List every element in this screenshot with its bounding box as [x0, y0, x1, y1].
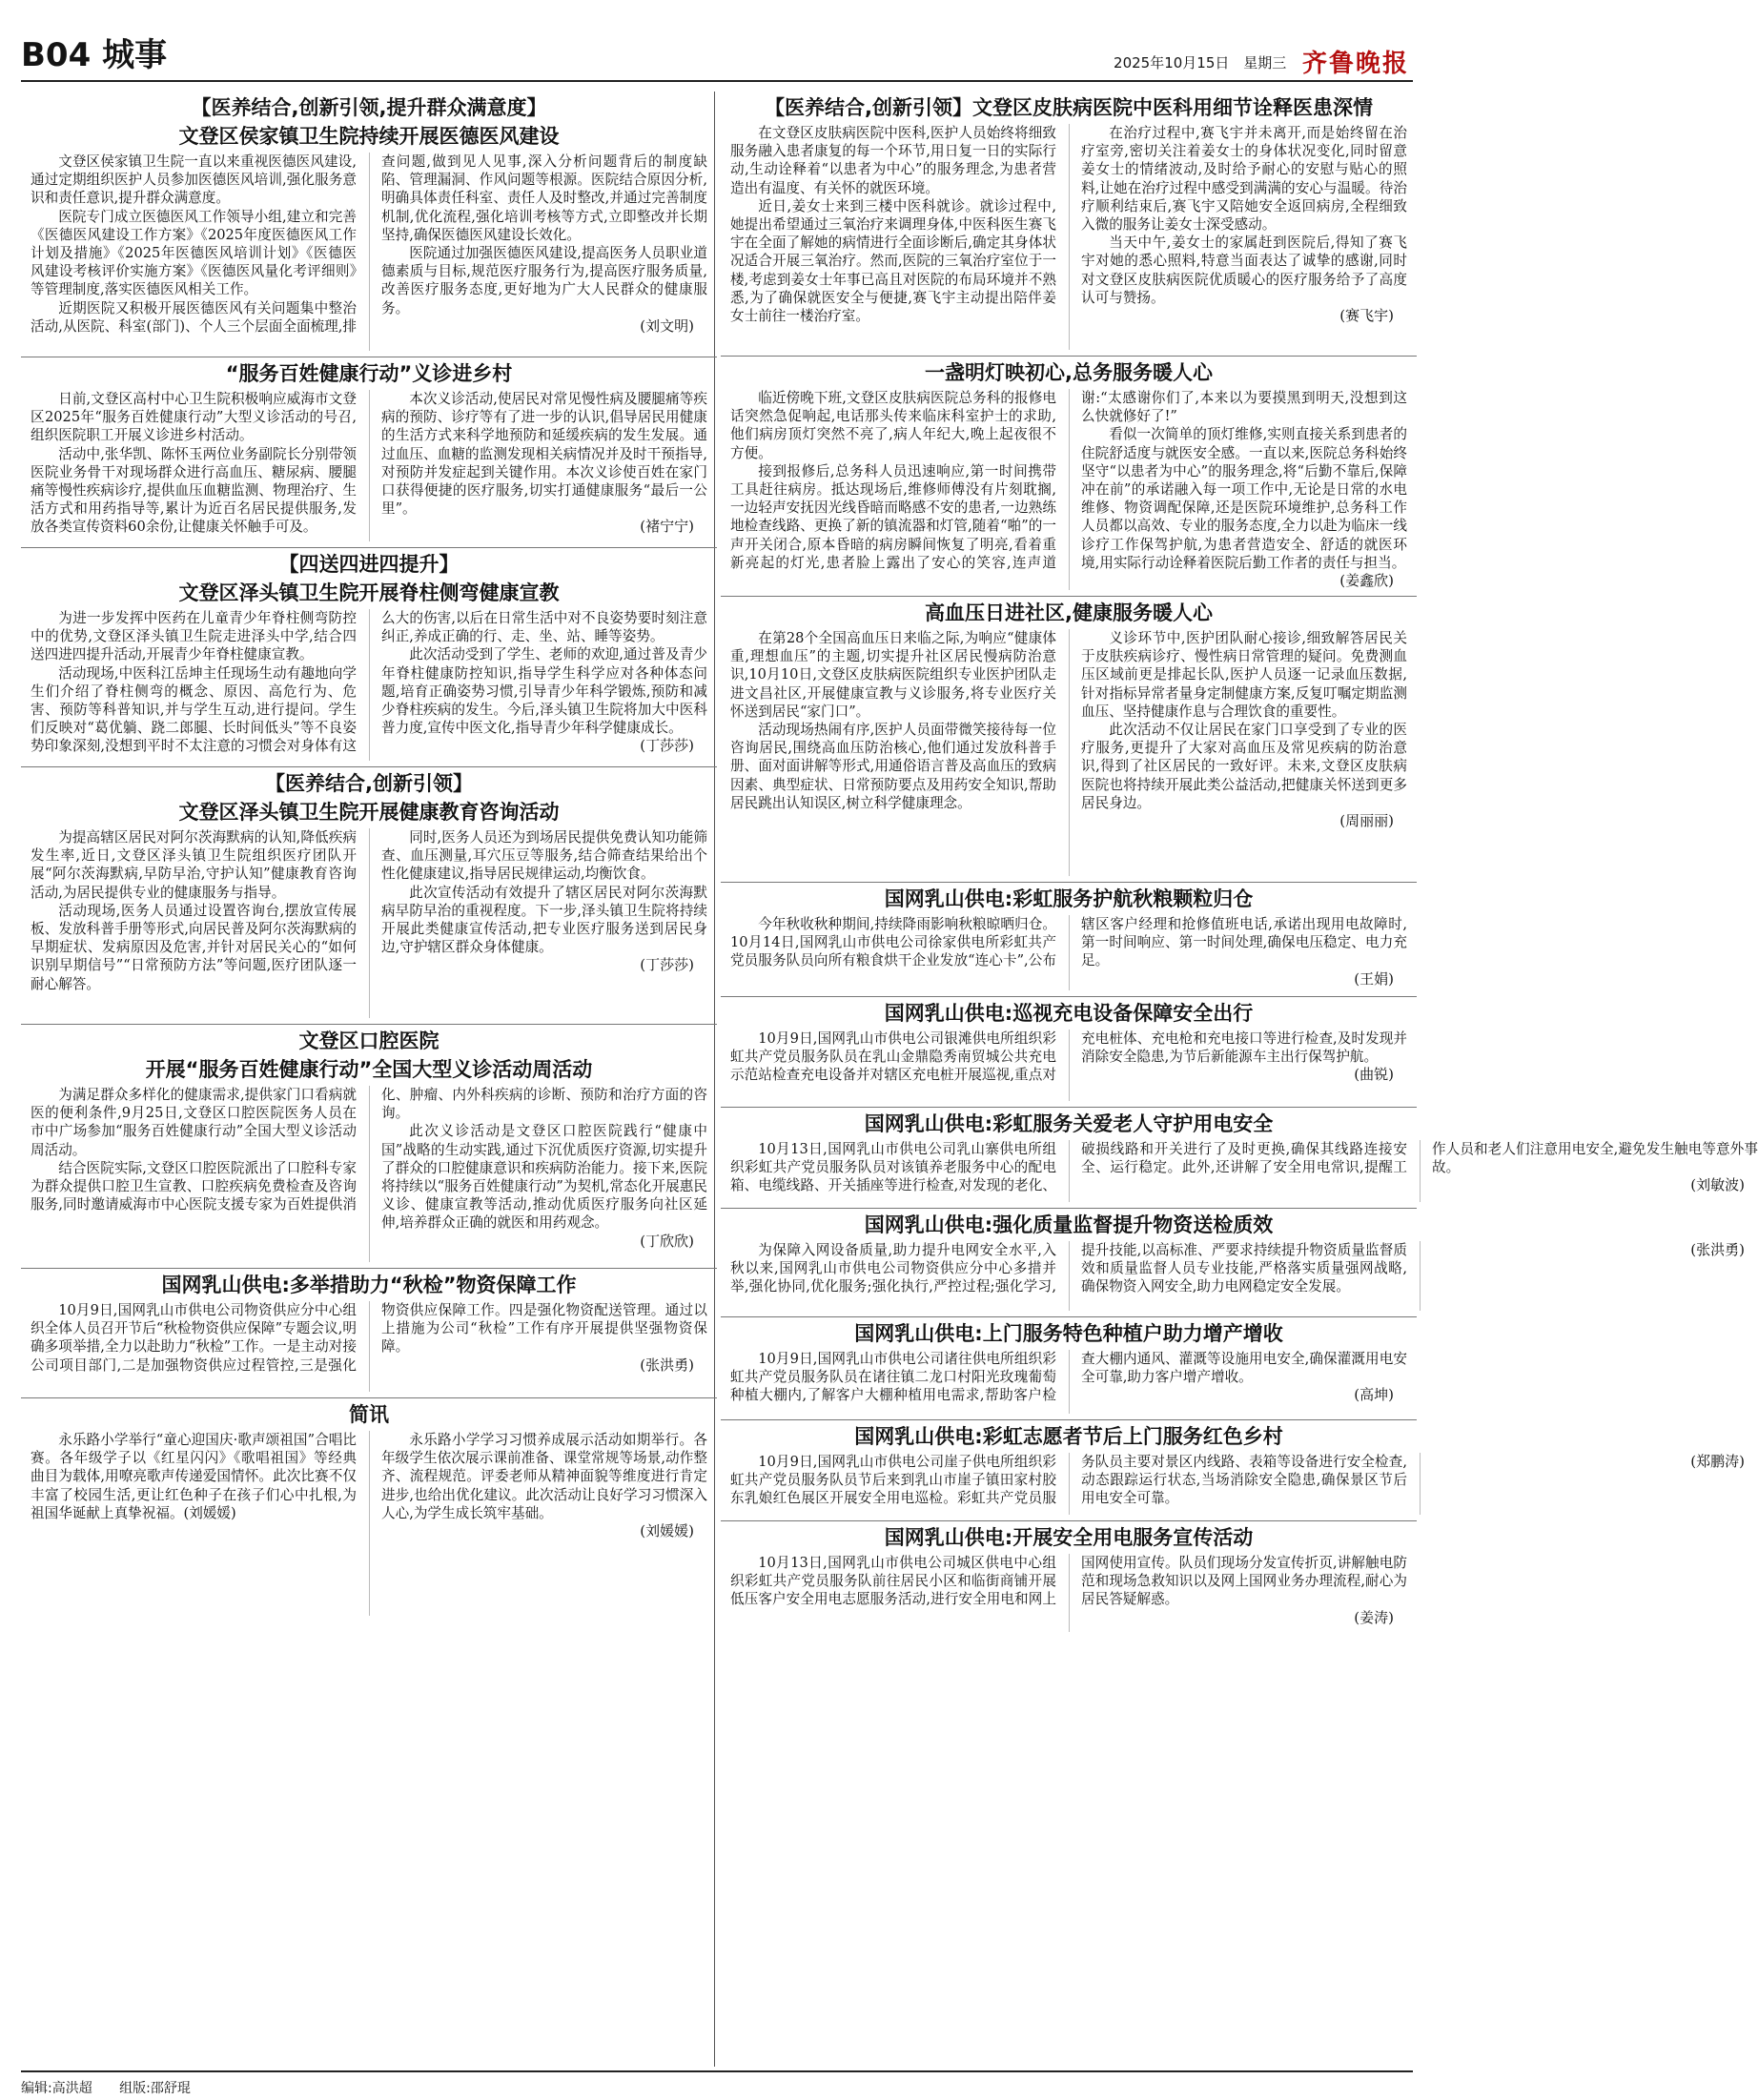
paragraph: 文登区侯家镇卫生院一直以来重视医德医风建设,通过定期组织医护人员参加医德医风培训,强化服务意识和责任意识,提升群众满意度。: [31, 153, 357, 207]
paragraph: 10月9日,国网乳山市供电公司银滩供电所组织彩虹共产党员服务队员在乳山金鼎隐秀南贸城公共充电示范站检查充电设备并对辖区充电桩开展巡视,重点对充电桩体、充电枪和充电接口等进行检查,及时发现并消除安全隐患,为节后新能源车主出行保驾护航。: [730, 1030, 1407, 1084]
paragraph: 为进一步发挥中医药在儿童青少年脊柱侧弯防控中的优势,文登区泽头镇卫生院走进泽头中学,结合四送四进四提升活动,开展青少年脊柱健康宣教。: [31, 610, 357, 663]
byline: (张洪勇): [640, 1356, 694, 1374]
paragraph: 此次宣传活动有效提升了辖区居民对阿尔茨海默病早防早治的重视程度。下一步,泽头镇卫生院将持续开展此类健康宣传活动,把专业医疗服务送到居民身边,守护辖区群众身体健康。: [381, 884, 707, 956]
headline: [21, 95, 717, 120]
headline-title: 国网乳山供电:上门服务特色种植户助力增产增收: [854, 1322, 1283, 1345]
editor-credit: 编辑:高洪超: [21, 2081, 92, 2096]
paragraph: 10月13日,国网乳山市供电公司城区供电中心组织彩虹共产党员服务队前往居民小区和临街商铺开展低压客户安全用电志愿服务活动,进行安全用电和网上国网使用宣传。队员们现场分发宣传折页,讲解触电防范和现场急救知识以及网上国网业务办理流程,耐心为居民答疑解惑。: [730, 1555, 1407, 1608]
headline-title: 国网乳山供电:巡视充电设备保障安全出行: [884, 1002, 1254, 1025]
left-article-0: [21, 95, 717, 357]
right-article-2: [721, 601, 1417, 883]
headline-title: 文登区皮肤病医院中医科用细节诠释医患深情: [971, 96, 1373, 119]
headline-title: 文登区泽头镇卫生院开展健康教育咨询活动: [178, 801, 560, 824]
paragraph: 今年秋收秋种期间,持续降雨影响秋粮晾晒归仓。10月14日,国网乳山市供电公司徐家供电所彩虹共产党员服务队员向所有粮食烘干企业发放“连心卡”,公布辖区客户经理和抢修值班电话,承诺出现用电故障时,第一时间响应、第一时间处理,确保电压稳定、电力充足。: [730, 916, 1407, 969]
paragraph: 10月9日,国网乳山市供电公司诸往供电所组织彩虹共产党员服务队员在诸往镇二龙口村阳光玫瑰葡萄种植大棚内,了解客户大棚种植用电需求,帮助客户检查大棚内通风、灌溉等设施用电安全,确保灌溉用电安全可靠,助力客户增产增收。: [730, 1351, 1407, 1404]
byline: (刘媛媛): [640, 1522, 694, 1540]
headline-title: 高血压日进社区,健康服务暖人心: [925, 601, 1213, 624]
paragraph: 看似一次简单的顶灯维修,实则直接关系到患者的住院舒适度与就医安全感。一直以来,医院总务科始终坚守“以患者为中心”的服务理念,将“后勤不靠后,保障冲在前”的承诺融入每一项工作中,无论是日常的水电维修、物资调配保障,还是医院环境维护,总务科工作人员都以高效、专业的服务态度,全力以赴为临床一线诊疗工作保驾护航,为患者营造安全、舒适的就医环境,用实际行动诠释着医院后勤工作者的责任与担当。: [1081, 426, 1407, 571]
paragraph: 活动现场,中医科江岳坤主任现场生动有趣地向学生们介绍了脊柱侧弯的概念、原因、高危行为、危害、预防等科普知识,并与学生互动,进行提问。学生们反映对“葛优躺、跷二郎腿、长时间低头”等不良姿势印象深刻,没想到平时不太注意的习惯会对身体有这么大的伤害,以后在日常生活中对不良姿势要时刻注意纠正,养成正确的行、走、坐、站、睡等姿势。: [31, 610, 707, 755]
headline-title: 文登区口腔医院: [298, 1030, 440, 1052]
article-body: [21, 1297, 717, 1392]
article-body: [21, 149, 717, 351]
right-article-4: [721, 1001, 1417, 1108]
headline-title: 国网乳山供电:彩虹服务关爱老人守护用电安全: [864, 1112, 1274, 1135]
byline: (周丽丽): [1339, 812, 1394, 830]
paragraph: 活动中,张华凯、陈怀玉两位业务副院长分别带领医院业务骨干对现场群众进行高血压、糖尿病、腰腿痛等慢性疾病诊疗,提供血压血糖监测、物理治疗、生活方式和用药指导等,累计为近百名居民提供服务,发放各类宣传资料60余份,让健康关怀触手可及。: [31, 445, 357, 536]
headline-title: 开展“服务百姓健康行动”全国大型义诊活动周活动: [145, 1058, 593, 1081]
headline: [21, 552, 717, 577]
right-article-8: [721, 1424, 1745, 1521]
article-body: [21, 605, 717, 761]
article-body: [721, 1449, 1745, 1515]
byline: (姜涛): [1354, 1608, 1394, 1626]
right-article-7: [721, 1321, 1417, 1420]
article-body: [21, 825, 717, 1018]
page-label: B04 城事: [21, 36, 168, 74]
left-article-1: [21, 361, 717, 548]
byline: (丁莎莎): [640, 956, 694, 974]
left-column: [21, 92, 717, 1621]
paragraph: 结合医院实际,文登区口腔医院派出了口腔科专家为群众提供口腔卫生宣教、口腔疾病免费检查及咨询服务,同时邀请威海市中心医院支援专家为百姓提供消化、肿瘤、内外科疾病的诊断、预防和治疗方面的咨询。: [31, 1087, 707, 1213]
byline: (丁欣欣): [640, 1232, 694, 1250]
page-footer: [21, 2070, 1413, 2097]
paragraph: 为提高辖区居民对阿尔茨海默病的认知,降低疾病发生率,近日,文登区泽头镇卫生院组织医疗团队开展“阿尔茨海默病,早防早治,守护认知”健康教育咨询活动,为居民提供专业的健康服务与指导。: [31, 829, 357, 901]
headline-kicker: 【医养结合,创新引领,提升群众满意度】: [191, 96, 547, 119]
paragraph: 当天中午,姜女士的家属赶到医院后,得知了赛飞宇对她的悉心照料,特意当面表达了诚挚的感谢,同时对文登区皮肤病医院优质暖心的医疗服务给予了高度认可与赞扬。: [1081, 234, 1407, 306]
paragraph: 永乐路小学举行“童心迎国庆·歌声颂祖国”合唱比赛。各年级学子以《红星闪闪》《歌唱祖国》等经典曲目为载体,用嘹亮歌声传递爱国情怀。此次比赛不仅丰富了校园生活,更让红色种子在孩子们心中扎根,为祖国华诞献上真挚祝福。(刘媛媛): [31, 1432, 357, 1521]
paragraph: 在第28个全国高血压日来临之际,为响应“健康体重,理想血压”的主题,切实提升社区居民慢病防治意识,10月10日,文登区皮肤病医院组织专业医护团队走进文昌社区,开展健康宣教与义诊服务,将专业医疗关怀送到居民“家门口”。: [730, 630, 1056, 720]
paragraph: 10月9日,国网乳山市供电公司物资供应分中心组织全体人员召开节后“秋检物资供应保障”专题会议,明确多项举措,全力以赴助力“秋检”工作。一是主动对接公司项目部门,二是加强物资供应过程管控,三是强化物资供应保障工作。四是强化物资配送管理。通过以上措施为公司“秋检”工作有序开展提供坚强物资保障。: [31, 1302, 707, 1374]
byline: (曲锐): [1354, 1066, 1394, 1084]
paragraph: 此次活动不仅让居民在家门口享受到了专业的医疗服务,更提升了大家对高血压及常见疾病的防治意识,得到了社区居民的一致好评。未来,文登区皮肤病医院也将持续开展此类公益活动,把健康关怀送到更多居民身边。: [1081, 722, 1407, 811]
article-body: [721, 385, 1417, 590]
article-body: [721, 1237, 1745, 1311]
headline-title: 文登区泽头镇卫生院开展脊柱侧弯健康宣教: [178, 581, 560, 604]
byline: (丁莎莎): [640, 737, 694, 755]
article-body: [721, 625, 1417, 876]
byline: (赛飞宇): [1339, 307, 1394, 325]
headline-kicker: 【医养结合,创新引领】: [265, 772, 473, 795]
designer-credit: 组版:邵舒琨: [119, 2081, 191, 2096]
paragraph: 日前,文登区高村中心卫生院积极响应威海市文登区2025年“服务百姓健康行动”大型义诊活动的号召,组织医院职工开展义诊进乡村活动。: [31, 391, 357, 444]
article-body: [721, 120, 1417, 350]
headline-title: 国网乳山供电:彩虹服务护航秋粮颗粒归仓: [884, 887, 1254, 910]
paragraph: 为保障入网设备质量,助力提升电网安全水平,入秋以来,国网乳山市供电公司物资供应分中心多措并举,强化协同,优化服务;强化执行,严控过程;强化学习,提升技能,以高标准、严要求持续提升物资质量监督质效和质量监督人员专业技能,严格落实质量强网战略,确保物资入网安全,助力电网稳定安全发展。: [730, 1242, 1407, 1295]
byline: (刘敏波): [1690, 1176, 1745, 1194]
headline-title: “服务百姓健康行动”义诊进乡村: [225, 362, 513, 385]
article-body: [721, 1136, 1758, 1202]
right-article-3: [721, 887, 1417, 997]
headline-title: 简讯: [349, 1403, 389, 1426]
article-body: [721, 911, 1417, 990]
byline: (张洪勇): [1690, 1241, 1745, 1258]
paragraph: 义诊环节中,医护团队耐心接诊,细致解答居民关于皮肤疾病诊疗、慢性病日常管理的疑问。免费测血压区域前更是排起长队,医护人员逐一记录血压数据,针对指标异常者量身定制健康方案,反复叮嘱定期监测血压、坚持健康作息与合理饮食的重要性。: [1081, 630, 1407, 720]
byline: (王娟): [1354, 969, 1394, 988]
article-body: [21, 1082, 717, 1262]
headline-title: 国网乳山供电:多举措助力“秋检”物资保障工作: [161, 1274, 577, 1296]
byline: (刘文明): [640, 316, 694, 335]
paragraph: 活动现场热闹有序,医护人员面带微笑接待每一位咨询居民,围绕高血压防治核心,他们通过发放科普手册、面对面讲解等形式,用通俗语言普及高血压的致病因素、典型症状、日常预防要点及用药安全知识,帮助居民跳出认知误区,树立科学健康理念。: [730, 722, 1056, 811]
right-article-1: [721, 360, 1417, 597]
right-article-9: [721, 1525, 1417, 1638]
paragraph: 接到报修后,总务科人员迅速响应,第一时间携带工具赶往病房。抵达现场后,维修师傅没有片刻耽搁,一边轻声安抚因光线昏暗而略感不安的患者,一边熟练地检查线路、更换了新的镇流器和灯管,随着“啪”的一声开关闭合,原本昏暗的病房瞬间恢复了明亮,看着重新亮起的灯光,患者脸上露出了安心的笑容,连声道谢:“太感谢你们了,本来以为要摸黑到明天,没想到这么快就修好了!”: [730, 390, 1407, 571]
headline-title: 国网乳山供电:强化质量监督提升物资送检质效: [864, 1213, 1274, 1236]
weekday: 星期三: [1243, 54, 1287, 71]
article-body: [21, 1427, 717, 1616]
paragraph: 同时,医务人员还为到场居民提供免费认知功能筛查、血压测量,耳穴压豆等服务,结合筛查结果给出个性化健康建议,指导居民规律运动,均衡饮食。: [381, 829, 707, 883]
byline: (高坤): [1354, 1386, 1394, 1404]
article-body: [21, 386, 717, 541]
right-column: [721, 92, 1758, 1638]
paragraph: 医院专门成立医德医风工作领导小组,建立和完善《医德医风建设工作方案》《2025年度医德医风工作计划及措施》《2025年医德医风培训计划》《医德医风建设考核评价实施方案》《医德医风量化考评细则》等管理制度,落实医德医风相关工作。: [31, 208, 357, 298]
paragraph: 近日,姜女士来到三楼中医科就诊。就诊过程中,她提出希望通过三氧治疗来调理身体,中医科医生赛飞宇在全面了解她的病情进行全面诊断后,确定其身体状况适合开展三氧治疗。然而,医院的三氧治疗室位于一楼,考虑到姜女士年事已高且对医院的布局环境并不熟悉,为了确保就医安全与便捷,赛飞宇主动提出陪伴姜女士前往一楼治疗室。: [730, 197, 1056, 325]
paragraph: 活动现场,医务人员通过设置咨询台,摆放宣传展板、发放科普手册等形式,向居民普及阿尔茨海默病的早期症状、发病原因及危害,并针对居民关心的“如何识别早期信号”“日常预防方法”等问题,医疗团队逐一耐心解答。: [31, 902, 357, 992]
left-article-3: [21, 771, 717, 1025]
headline: [721, 95, 1417, 120]
article-body: [721, 1346, 1417, 1414]
paragraph: 此次义诊活动是文登区口腔医院践行“健康中国”战略的生动实践,通过下沉优质医疗资源,切实提升了群众的口腔健康意识和疾病防治能力。接下来,医院将持续以“服务百姓健康行动”为契机,常态化开展惠民义诊、健康宣教等活动,推动优质医疗服务向社区延伸,培养群众正确的就医和用药观念。: [381, 1123, 707, 1232]
paragraph: 为满足群众多样化的健康需求,提供家门口看病就医的便利条件,9月25日,文登区口腔医院医务人员在市中广场参加“服务百姓健康行动”全国大型义诊活动周活动。: [31, 1087, 357, 1158]
paragraph: 临近傍晚下班,文登区皮肤病医院总务科的报修电话突然急促响起,电话那头传来临床科室护士的求助,他们病房顶灯突然不亮了,病人年纪大,晚上起夜很不方便。: [730, 390, 1056, 461]
paragraph: 在文登区皮肤病医院中医科,医护人员始终将细致服务融入患者康复的每一个环节,用日复一日的实际行动,生动诠释着“以患者为中心”的服务理念,为患者营造出有温度、有关怀的就医环境。: [730, 125, 1056, 196]
headline-kicker: 【医养结合,创新引领】: [765, 96, 972, 119]
byline: (郑鹏涛): [1690, 1453, 1745, 1470]
masthead: [21, 29, 1413, 82]
headline-title: 一盏明灯映初心,总务服务暖人心: [925, 361, 1213, 384]
headline-kicker: 【四送四进四提升】: [278, 553, 460, 576]
paragraph: 本次义诊活动,使居民对常见慢性病及腰腿痛等疾病的预防、诊疗等有了进一步的认识,倡导居民用健康的生活方式来科学地预防和延缓疾病的发生发展。通过血压、血糖的监测发现相关病情况并及时干预指导,对预防并发症起到关键作用。本次义诊使百姓在家门口获得便捷的医疗服务,切实打通健康服务“最后一公里”。: [381, 391, 707, 518]
headline: [21, 771, 717, 796]
left-article-6: [21, 1402, 717, 1621]
issue-date: 2025年10月15日: [1114, 54, 1230, 71]
article-body: [721, 1026, 1417, 1101]
left-article-5: [21, 1273, 717, 1398]
paragraph: 在治疗过程中,赛飞宇并未离开,而是始终留在治疗室旁,密切关注着姜女士的身体状况变化,同时留意姜女士的情绪波动,及时给予耐心的安慰与贴心的照料,让她在治疗过程中感受到满满的安心与温暖。待治疗顺利结束后,赛飞宇又陪她安全返回病房,全程细致入微的服务让姜女士深受感动。: [1081, 125, 1407, 234]
right-article-0: [721, 95, 1417, 357]
left-article-4: [21, 1029, 717, 1269]
paragraph: 此次活动受到了学生、老师的欢迎,通过普及青少年脊柱健康防控知识,指导学生科学应对各种体态问题,培育正确姿势习惯,引导青少年科学锻炼,预防和减少脊柱疾病的发生。今后,泽头镇卫生院将加大中医科普力度,宣传中医文化,指导青少年科学健康成长。: [381, 646, 707, 737]
article-body: [721, 1550, 1417, 1632]
paragraph: 10月9日,国网乳山市供电公司崖子供电所组织彩虹共产党员服务队员节后来到乳山市崖子镇田家村胶东乳娘红色展区开展安全用电巡检。彩虹共产党员服务队员主要对景区内线路、表箱等设备进行安全检查,动态跟踪运行状态,当场消除安全隐患,确保景区节后用电安全可靠。: [730, 1454, 1407, 1507]
newspaper-logo: 齐鲁晚报: [1301, 50, 1409, 78]
left-article-2: [21, 552, 717, 767]
paragraph: 10月13日,国网乳山市供电公司乳山寨供电所组织彩虹共产党员服务队员对该镇养老服务中心的配电箱、电缆线路、开关插座等进行检查,对发现的老化、破损线路和开关进行了及时更换,确保其线路连接安全、运行稳定。此外,还讲解了安全用电常识,提醒工作人员和老人们注意用电安全,避免发生触电等意外事故。: [730, 1141, 1758, 1194]
paragraph: 近期医院又积极开展医德医风有关问题集中整治活动,从医院、科室(部门)、个人三个层面全面梳理,排查问题,做到见人见事,深入分析问题背后的制度缺陷、管理漏洞、作风问题等根源。医院结合原因分析,明确具体责任科室、责任人及时整改,并通过完善制度机制,优化流程,强化培训考核等方式,立即整改并长期坚持,确保医德医风建设长效化。: [31, 153, 707, 335]
right-article-6: [721, 1213, 1745, 1317]
right-article-5: [721, 1111, 1758, 1209]
paragraph: 永乐路小学学习习惯养成展示活动如期举行。各年级学生依次展示课前准备、课堂常规等场景,动作整齐、流程规范。评委老师从精神面貌等维度进行肯定进步,也给出优化建议。此次活动让良好学习习惯深入人心,为学生成长筑牢基础。: [381, 1432, 707, 1521]
masthead-info: [1104, 44, 1409, 79]
headline-title: 文登区侯家镇卫生院持续开展医德医风建设: [178, 125, 560, 148]
headline-title: 国网乳山供电:开展安全用电服务宣传活动: [884, 1526, 1254, 1549]
byline: (褚宁宁): [640, 518, 694, 536]
headline-title: 国网乳山供电:彩虹志愿者节后上门服务红色乡村: [854, 1425, 1283, 1448]
byline: (姜鑫欣): [1339, 572, 1394, 590]
paragraph: 医院通过加强医德医风建设,提高医务人员职业道德素质与目标,规范医疗服务行为,提高医疗服务质量,改善医疗服务态度,更好地为广大人民群众的健康服务。: [381, 245, 707, 316]
